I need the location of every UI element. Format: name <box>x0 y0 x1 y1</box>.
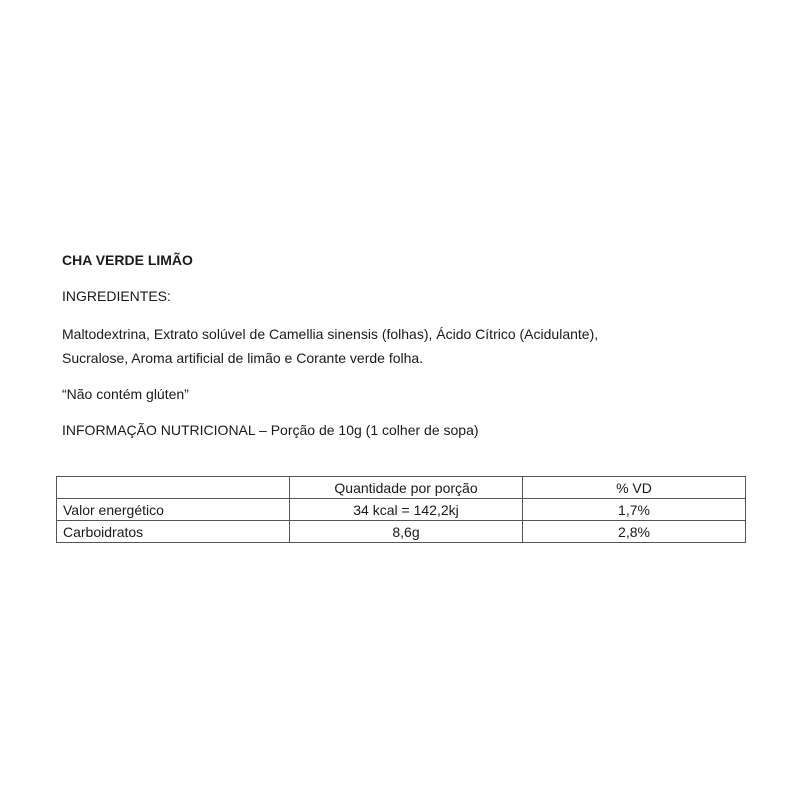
table-cell: Valor energético <box>57 499 290 521</box>
ingredients-text <box>62 322 752 370</box>
table-header-cell: Quantidade por porção <box>290 477 523 499</box>
table-cell: Carboidratos <box>57 521 290 543</box>
table-header-row <box>57 477 746 499</box>
table-cell: 2,8% <box>523 521 746 543</box>
gluten-note: “Não contém glúten” <box>62 386 189 402</box>
table-header-cell: % VD <box>523 477 746 499</box>
table-row <box>57 521 746 543</box>
table-cell: 1,7% <box>523 499 746 521</box>
table-row <box>57 499 746 521</box>
ingredients-heading: INGREDIENTES: <box>62 288 171 304</box>
nutrition-heading: INFORMAÇÃO NUTRICIONAL – Porção de 10g (1 colher de sopa) <box>62 422 479 438</box>
ingredients-line: Maltodextrina, Extrato solúvel de Camellia sinensis (folhas), Ácido Cítrico (Acidulante), <box>62 326 599 342</box>
table-cell: 34 kcal = 142,2kj <box>290 499 523 521</box>
nutrition-table <box>56 476 746 543</box>
ingredients-line: Sucralose, Aroma artificial de limão e Corante verde folha. <box>62 350 424 366</box>
product-title: CHA VERDE LIMÃO <box>62 252 193 268</box>
table-cell: 8,6g <box>290 521 523 543</box>
product-label-document <box>62 250 752 456</box>
table-header-cell <box>57 477 290 499</box>
